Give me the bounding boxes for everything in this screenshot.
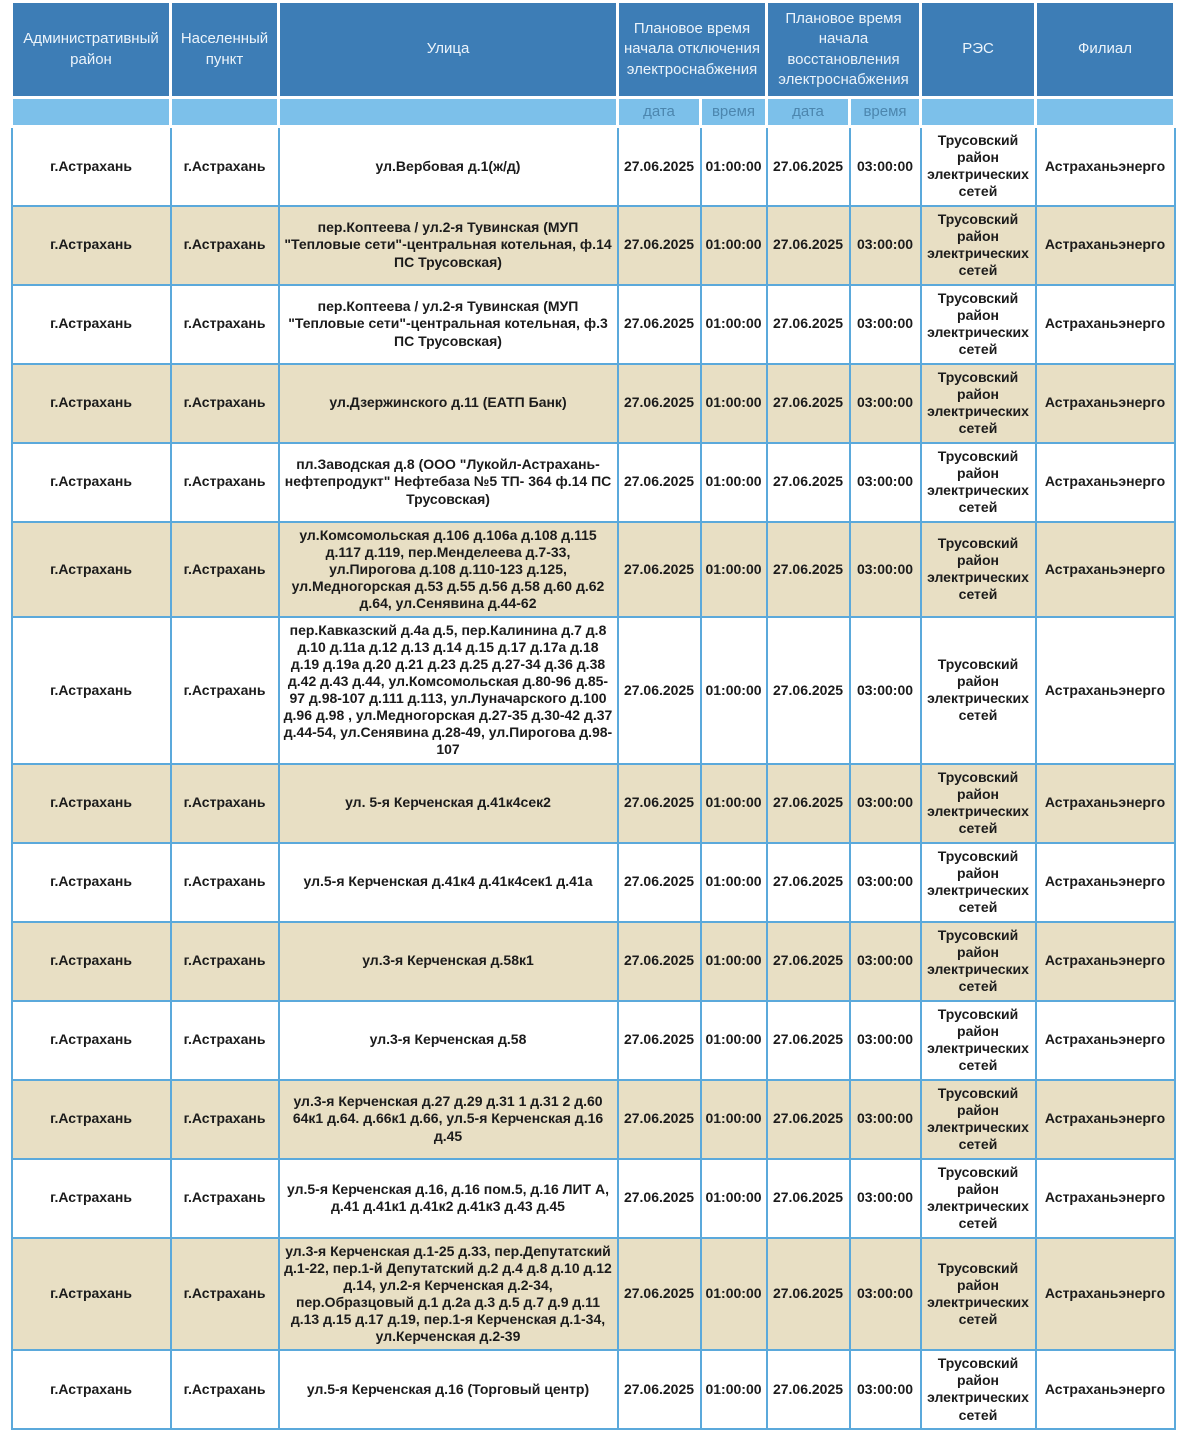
header-row-main <box>12 2 1175 98</box>
cell-settlement: г.Астрахань <box>171 922 279 1001</box>
table-header <box>12 2 1175 127</box>
cell-outage-time: 01:00:00 <box>701 206 767 285</box>
cell-settlement: г.Астрахань <box>171 206 279 285</box>
outage-schedule-table <box>10 0 1176 1430</box>
cell-admin-district: г.Астрахань <box>12 443 171 522</box>
cell-outage-date: 27.06.2025 <box>618 1001 701 1080</box>
cell-settlement: г.Астрахань <box>171 617 279 764</box>
cell-restore-time: 03:00:00 <box>850 206 921 285</box>
cell-restore-time: 03:00:00 <box>850 127 921 206</box>
cell-outage-date: 27.06.2025 <box>618 285 701 364</box>
cell-street: ул.Дзержинского д.11 (ЕАТП Банк) <box>279 364 618 443</box>
cell-restore-time: 03:00:00 <box>850 1350 921 1429</box>
col-header-res: РЭС <box>921 2 1036 98</box>
cell-res: Трусовский район электрических сетей <box>921 1080 1036 1159</box>
cell-outage-time: 01:00:00 <box>701 764 767 843</box>
cell-outage-time: 01:00:00 <box>701 443 767 522</box>
cell-outage-date: 27.06.2025 <box>618 1238 701 1350</box>
cell-outage-date: 27.06.2025 <box>618 522 701 617</box>
cell-restore-time: 03:00:00 <box>850 1080 921 1159</box>
table-row <box>12 1080 1175 1159</box>
cell-admin-district: г.Астрахань <box>12 206 171 285</box>
cell-outage-date: 27.06.2025 <box>618 922 701 1001</box>
cell-branch: Астраханьэнерго <box>1036 1080 1175 1159</box>
table-row <box>12 1238 1175 1350</box>
table-row <box>12 922 1175 1001</box>
cell-settlement: г.Астрахань <box>171 127 279 206</box>
cell-restore-time: 03:00:00 <box>850 922 921 1001</box>
cell-restore-time: 03:00:00 <box>850 617 921 764</box>
cell-street: ул.5-я Керченская д.41к4 д.41к4сек1 д.41а <box>279 843 618 922</box>
table-body <box>12 127 1175 1429</box>
subheader-outage-time: время <box>701 98 767 127</box>
cell-street: ул.5-я Керченская д.16 (Торговый центр) <box>279 1350 618 1429</box>
cell-settlement: г.Астрахань <box>171 1350 279 1429</box>
cell-restore-date: 27.06.2025 <box>767 843 850 922</box>
cell-branch: Астраханьэнерго <box>1036 1350 1175 1429</box>
cell-outage-date: 27.06.2025 <box>618 764 701 843</box>
cell-res: Трусовский район электрических сетей <box>921 206 1036 285</box>
cell-settlement: г.Астрахань <box>171 843 279 922</box>
cell-restore-date: 27.06.2025 <box>767 285 850 364</box>
cell-restore-date: 27.06.2025 <box>767 127 850 206</box>
cell-outage-date: 27.06.2025 <box>618 1080 701 1159</box>
cell-outage-date: 27.06.2025 <box>618 843 701 922</box>
cell-branch: Астраханьэнерго <box>1036 1238 1175 1350</box>
cell-restore-date: 27.06.2025 <box>767 206 850 285</box>
table-row <box>12 1001 1175 1080</box>
subheader-outage-date: дата <box>618 98 701 127</box>
cell-street: пер.Коптеева / ул.2-я Тувинская (МУП "Тепловые сети"-центральная котельная, ф.3 ПС Трусовская) <box>279 285 618 364</box>
cell-restore-date: 27.06.2025 <box>767 922 850 1001</box>
cell-restore-date: 27.06.2025 <box>767 1001 850 1080</box>
cell-branch: Астраханьэнерго <box>1036 617 1175 764</box>
cell-res: Трусовский район электрических сетей <box>921 1001 1036 1080</box>
cell-restore-date: 27.06.2025 <box>767 364 850 443</box>
cell-street: ул. 5-я Керченская д.41к4сек2 <box>279 764 618 843</box>
table-row <box>12 1350 1175 1429</box>
cell-res: Трусовский район электрических сетей <box>921 1350 1036 1429</box>
cell-outage-time: 01:00:00 <box>701 843 767 922</box>
cell-street: ул.5-я Керченская д.16, д.16 пом.5, д.16 ЛИТ А, д.41 д.41к1 д.41к2 д.41к3 д.43 д.45 <box>279 1159 618 1238</box>
cell-branch: Астраханьэнерго <box>1036 843 1175 922</box>
cell-restore-date: 27.06.2025 <box>767 443 850 522</box>
cell-outage-time: 01:00:00 <box>701 1238 767 1350</box>
cell-restore-date: 27.06.2025 <box>767 1350 850 1429</box>
cell-branch: Астраханьэнерго <box>1036 522 1175 617</box>
subheader-empty <box>279 98 618 127</box>
cell-street: пер.Кавказский д.4а д.5, пер.Калинина д.7 д.8 д.10 д.11а д.12 д.13 д.14 д.15 д.17 д.17а д.18 д.19 д.19а д.20 д.21 д.23 д.25 д.27-34 д.36 д.38 д.42 д.43 д.44, ул.Комсомольская д.80-96 д.85-97 д.98-107 д.111 д.113, ул.Луначарского д.100 д.96 д.98 , ул.Медногорская д.27-35 д.30-42 д.37 д.44-54, ул.Сенявина д.28-49, ул.Пирогова д.98-107 <box>279 617 618 764</box>
cell-admin-district: г.Астрахань <box>12 127 171 206</box>
cell-street: ул.Вербовая д.1(ж/д) <box>279 127 618 206</box>
cell-restore-date: 27.06.2025 <box>767 617 850 764</box>
subheader-restore-date: дата <box>767 98 850 127</box>
cell-street: ул.Комсомольская д.106 д.106а д.108 д.115 д.117 д.119, пер.Менделеева д.7-33, ул.Пирогова д.108 д.110-123 д.125, ул.Медногорская д.53 д.55 д.56 д.58 д.60 д.62 д.64, ул.Сенявина д.44-62 <box>279 522 618 617</box>
subheader-empty <box>12 98 171 127</box>
cell-settlement: г.Астрахань <box>171 1238 279 1350</box>
cell-restore-time: 03:00:00 <box>850 522 921 617</box>
cell-restore-time: 03:00:00 <box>850 764 921 843</box>
cell-settlement: г.Астрахань <box>171 364 279 443</box>
table-row <box>12 285 1175 364</box>
table-row <box>12 843 1175 922</box>
cell-res: Трусовский район электрических сетей <box>921 764 1036 843</box>
cell-outage-time: 01:00:00 <box>701 1159 767 1238</box>
cell-branch: Астраханьэнерго <box>1036 127 1175 206</box>
cell-res: Трусовский район электрических сетей <box>921 1159 1036 1238</box>
cell-admin-district: г.Астрахань <box>12 522 171 617</box>
table-row <box>12 522 1175 617</box>
cell-outage-date: 27.06.2025 <box>618 364 701 443</box>
subheader-empty <box>171 98 279 127</box>
cell-res: Трусовский район электрических сетей <box>921 1238 1036 1350</box>
cell-restore-date: 27.06.2025 <box>767 522 850 617</box>
table-row <box>12 364 1175 443</box>
cell-settlement: г.Астрахань <box>171 285 279 364</box>
subheader-empty <box>921 98 1036 127</box>
table-row <box>12 1159 1175 1238</box>
cell-branch: Астраханьэнерго <box>1036 285 1175 364</box>
cell-res: Трусовский район электрических сетей <box>921 285 1036 364</box>
header-row-sub <box>12 98 1175 127</box>
cell-admin-district: г.Астрахань <box>12 1159 171 1238</box>
cell-street: пл.Заводская д.8 (ООО "Лукойл-Астрахань-нефтепродукт" Нефтебаза №5 ТП- 364 ф.14 ПС Трусовская) <box>279 443 618 522</box>
table-row <box>12 443 1175 522</box>
cell-branch: Астраханьэнерго <box>1036 764 1175 843</box>
cell-restore-date: 27.06.2025 <box>767 1159 850 1238</box>
cell-settlement: г.Астрахань <box>171 1080 279 1159</box>
cell-outage-time: 01:00:00 <box>701 522 767 617</box>
cell-street: ул.3-я Керченская д.1-25 д.33, пер.Депутатский д.1-22, пер.1-й Депутатский д.2 д.4 д.8 д.10 д.12 д.14, ул.2-я Керченская д.2-34, пер.Образцовый д.1 д.2а д.3 д.5 д.7 д.9 д.11 д.13 д.15 д.17 д.19, пер.1-я Керченская д.1-34, ул.Керченская д.2-39 <box>279 1238 618 1350</box>
col-header-admin-district: Административный район <box>12 2 171 98</box>
cell-res: Трусовский район электрических сетей <box>921 443 1036 522</box>
cell-outage-time: 01:00:00 <box>701 1001 767 1080</box>
cell-restore-time: 03:00:00 <box>850 1159 921 1238</box>
cell-outage-date: 27.06.2025 <box>618 617 701 764</box>
cell-settlement: г.Астрахань <box>171 1001 279 1080</box>
cell-outage-time: 01:00:00 <box>701 127 767 206</box>
cell-restore-time: 03:00:00 <box>850 1238 921 1350</box>
cell-admin-district: г.Астрахань <box>12 1350 171 1429</box>
subheader-empty <box>1036 98 1175 127</box>
cell-outage-time: 01:00:00 <box>701 285 767 364</box>
cell-restore-date: 27.06.2025 <box>767 764 850 843</box>
cell-admin-district: г.Астрахань <box>12 364 171 443</box>
col-header-street: Улица <box>279 2 618 98</box>
cell-settlement: г.Астрахань <box>171 522 279 617</box>
cell-settlement: г.Астрахань <box>171 443 279 522</box>
cell-admin-district: г.Астрахань <box>12 1001 171 1080</box>
col-header-outage-start: Плановое время начала отключения электроснабжения <box>618 2 767 98</box>
col-header-branch: Филиал <box>1036 2 1175 98</box>
cell-admin-district: г.Астрахань <box>12 285 171 364</box>
cell-branch: Астраханьэнерго <box>1036 1001 1175 1080</box>
cell-admin-district: г.Астрахань <box>12 617 171 764</box>
cell-branch: Астраханьэнерго <box>1036 922 1175 1001</box>
cell-res: Трусовский район электрических сетей <box>921 364 1036 443</box>
cell-outage-time: 01:00:00 <box>701 1080 767 1159</box>
cell-outage-date: 27.06.2025 <box>618 443 701 522</box>
cell-admin-district: г.Астрахань <box>12 764 171 843</box>
cell-outage-time: 01:00:00 <box>701 617 767 764</box>
cell-street: пер.Коптеева / ул.2-я Тувинская (МУП "Тепловые сети"-центральная котельная, ф.14 ПС Трусовская) <box>279 206 618 285</box>
cell-settlement: г.Астрахань <box>171 1159 279 1238</box>
cell-branch: Астраханьэнерго <box>1036 364 1175 443</box>
cell-outage-time: 01:00:00 <box>701 922 767 1001</box>
cell-restore-time: 03:00:00 <box>850 285 921 364</box>
cell-outage-date: 27.06.2025 <box>618 127 701 206</box>
cell-restore-time: 03:00:00 <box>850 1001 921 1080</box>
cell-admin-district: г.Астрахань <box>12 1238 171 1350</box>
cell-branch: Астраханьэнерго <box>1036 1159 1175 1238</box>
cell-res: Трусовский район электрических сетей <box>921 127 1036 206</box>
cell-res: Трусовский район электрических сетей <box>921 522 1036 617</box>
cell-outage-date: 27.06.2025 <box>618 1159 701 1238</box>
cell-res: Трусовский район электрических сетей <box>921 843 1036 922</box>
table-row <box>12 127 1175 206</box>
cell-branch: Астраханьэнерго <box>1036 206 1175 285</box>
cell-branch: Астраханьэнерго <box>1036 443 1175 522</box>
cell-street: ул.3-я Керченская д.58к1 <box>279 922 618 1001</box>
table-row <box>12 206 1175 285</box>
cell-street: ул.3-я Керченская д.27 д.29 д.31 1 д.31 2 д.60 64к1 д.64. д.66к1 д.66, ул.5-я Керченская д.16 д.45 <box>279 1080 618 1159</box>
cell-res: Трусовский район электрических сетей <box>921 922 1036 1001</box>
table-row <box>12 617 1175 764</box>
cell-outage-date: 27.06.2025 <box>618 206 701 285</box>
cell-res: Трусовский район электрических сетей <box>921 617 1036 764</box>
cell-outage-time: 01:00:00 <box>701 364 767 443</box>
cell-settlement: г.Астрахань <box>171 764 279 843</box>
table-row <box>12 764 1175 843</box>
col-header-settlement: Населенный пункт <box>171 2 279 98</box>
cell-restore-time: 03:00:00 <box>850 443 921 522</box>
cell-restore-time: 03:00:00 <box>850 843 921 922</box>
cell-outage-time: 01:00:00 <box>701 1350 767 1429</box>
col-header-restore-start: Плановое время начала восстановления электроснабжения <box>767 2 921 98</box>
cell-admin-district: г.Астрахань <box>12 843 171 922</box>
cell-restore-date: 27.06.2025 <box>767 1238 850 1350</box>
cell-admin-district: г.Астрахань <box>12 1080 171 1159</box>
cell-admin-district: г.Астрахань <box>12 922 171 1001</box>
cell-restore-time: 03:00:00 <box>850 364 921 443</box>
cell-outage-date: 27.06.2025 <box>618 1350 701 1429</box>
cell-street: ул.3-я Керченская д.58 <box>279 1001 618 1080</box>
subheader-restore-time: время <box>850 98 921 127</box>
cell-restore-date: 27.06.2025 <box>767 1080 850 1159</box>
